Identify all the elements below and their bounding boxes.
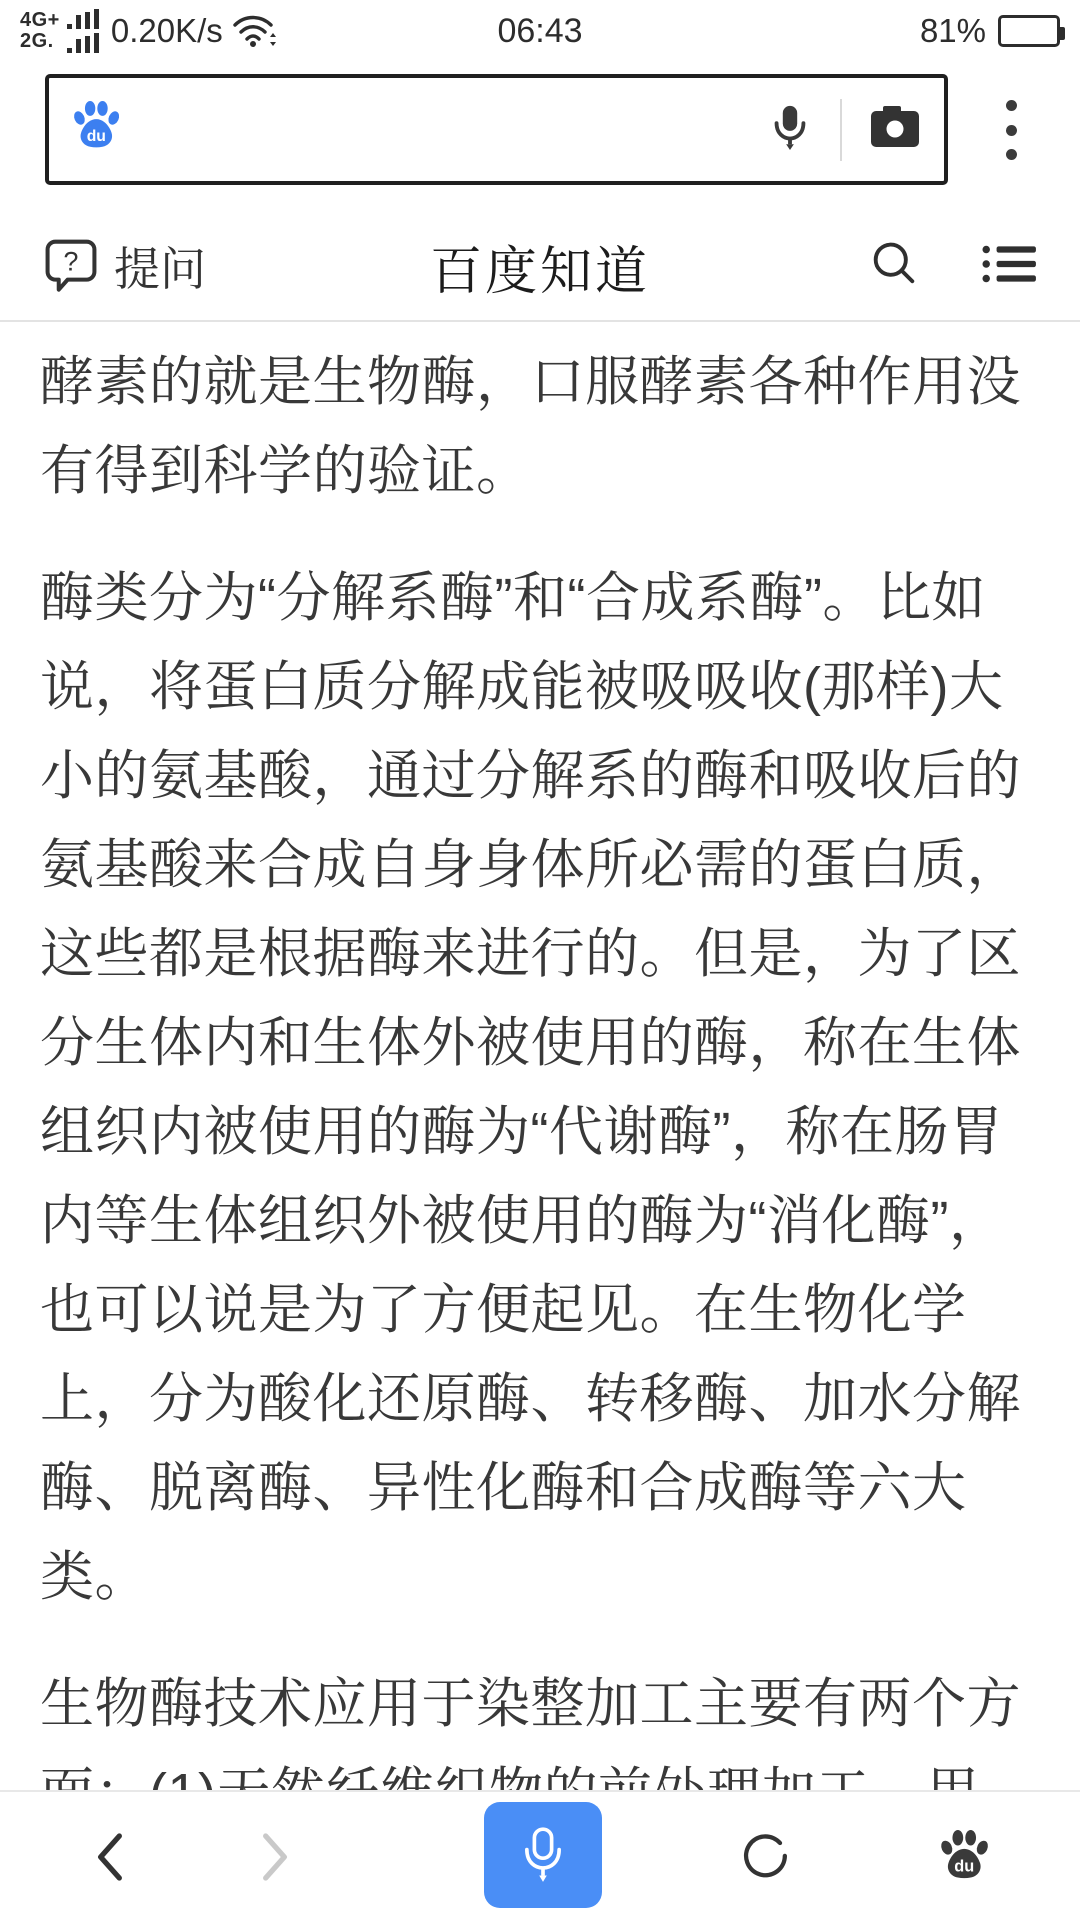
clock: 06:43 <box>497 11 583 50</box>
back-arrow-icon <box>87 1829 133 1885</box>
svg-text:du: du <box>954 1857 975 1876</box>
text-line: 上，分为酸化还原酶、转移酶、加水分解 <box>40 1369 1021 1429</box>
page-title: 百度知道 <box>429 242 650 301</box>
forward-button[interactable] <box>245 1792 305 1922</box>
text-line: 氨基酸来合成自身身体所必需的蛋白质， <box>40 835 1021 895</box>
text-line: 这些都是根据酶来进行的。但是，为了区 <box>40 924 1021 984</box>
sim1-network-type: 4G+ <box>20 9 60 31</box>
status-bar <box>0 0 1080 62</box>
search-input[interactable] <box>141 90 750 170</box>
article-body <box>40 324 1042 1790</box>
text-line: 说，将蛋白质分解成能被吸吸收(那样)大 <box>40 657 1004 717</box>
microphone-icon <box>515 1824 571 1886</box>
text-line: 小的氨基酸，通过分解系的酶和吸收后的 <box>40 746 1021 806</box>
text-line: 有得到科学的验证。 <box>40 441 531 501</box>
text-line: 生物酶技术应用于染整加工主要有两个方 <box>40 1674 1021 1734</box>
text-line: 酶类分为“分解系酶”和“合成系酶”。比如 <box>40 568 986 628</box>
voice-microphone-icon[interactable] <box>766 101 814 158</box>
svg-text:du: du <box>86 128 106 146</box>
battery-icon <box>998 15 1060 47</box>
network-speed: 0.20K/s <box>110 12 223 49</box>
refresh-icon <box>738 1829 794 1885</box>
ask-question-button[interactable] <box>42 233 206 299</box>
voice-search-button[interactable] <box>484 1802 602 1908</box>
text-line: 酵素的就是生物酶，口服酵素各种作用没 <box>40 352 1021 412</box>
back-button[interactable] <box>80 1792 140 1922</box>
list-menu-icon[interactable] <box>980 239 1038 294</box>
text-line: 分生体内和生体外被使用的酶，称在生体 <box>40 1013 1021 1073</box>
paragraph <box>40 554 1042 1622</box>
baidu-home-button[interactable] <box>936 1792 996 1922</box>
baidu-paw-icon <box>938 1829 994 1885</box>
sim2-network-type: 2G. <box>20 30 54 52</box>
paragraph <box>40 338 1042 516</box>
browser-nav-bar <box>0 1790 1080 1920</box>
browser-menu-dots-icon[interactable] <box>1000 100 1022 160</box>
camera-search-icon[interactable] <box>868 104 922 155</box>
text-line: 组织内被使用的酶为“代谢酶”，称在肠胃 <box>40 1102 1004 1162</box>
text-line: 类。 <box>40 1547 149 1607</box>
text-line: 酶、脱离酶、异性化酶和合成酶等六大 <box>40 1458 967 1518</box>
baidu-logo-paw-icon <box>71 100 125 159</box>
battery-percent: 81% <box>919 12 986 49</box>
browser-search-bar[interactable] <box>45 74 948 185</box>
text-line: 也可以说是为了方便起见。在生物化学 <box>40 1280 967 1340</box>
svg-text:?: ? <box>63 246 79 277</box>
refresh-button[interactable] <box>736 1792 796 1922</box>
search-icon[interactable] <box>866 236 922 297</box>
ask-label: 提问 <box>114 243 206 295</box>
search-bar-divider <box>840 99 842 161</box>
page-header <box>0 212 1080 322</box>
text-line: 内等生体组织外被使用的酶为“消化酶”， <box>40 1191 1004 1251</box>
forward-arrow-icon <box>252 1829 298 1885</box>
question-bubble-icon <box>42 235 100 298</box>
